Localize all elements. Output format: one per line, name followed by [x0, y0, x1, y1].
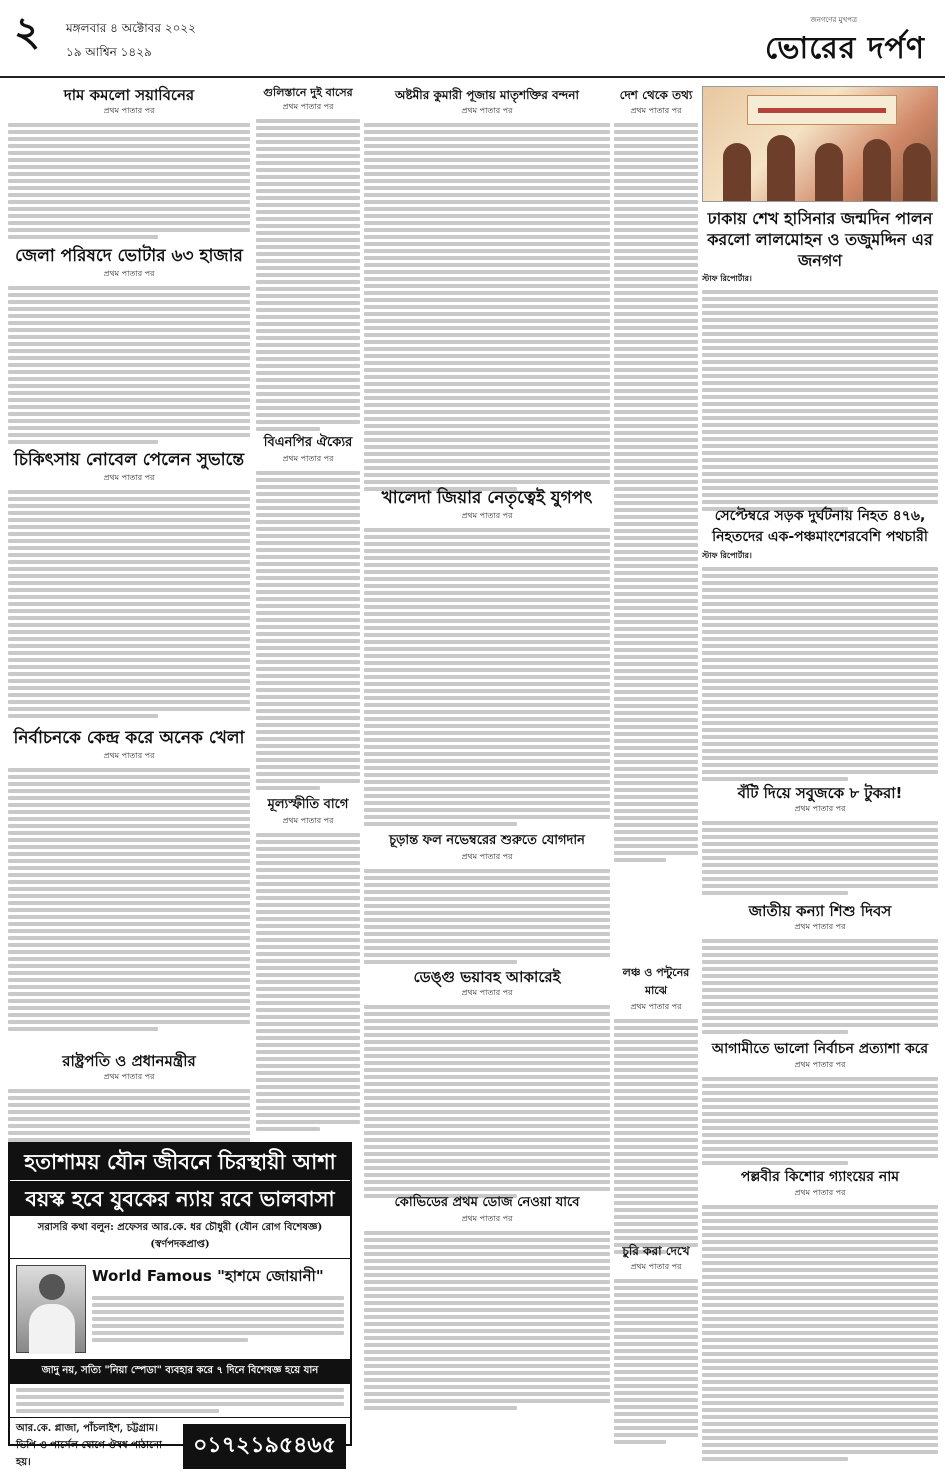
article — [364, 488, 610, 824]
article-body — [256, 831, 360, 1131]
article — [702, 506, 938, 776]
article-body — [364, 121, 610, 491]
ad-promo-bar: জাদু নয়, সত্যি "নিয়া স্পেডা" ব্যবহার করে ৭ দিনে বিশেষজ্ঞ হয়ে যান — [10, 1359, 350, 1384]
article-headline: চিকিৎসায় নোবেল পেলেন সুভান্তে — [13, 450, 245, 470]
article-headline: ডেঙ্গু ভয়াবহ আকারেই — [413, 968, 561, 986]
article-body — [256, 117, 360, 431]
photo-person — [863, 139, 891, 201]
article-headline: দাম কমলো সয়াবিনের — [63, 86, 195, 104]
article-headline: বঁটি দিয়ে সবুজকে ৮ টুকরা! — [737, 784, 903, 802]
article-headline: সেপ্টেম্বরে সড়ক দুর্ঘটনায় নিহত ৪৭৬, নিহতদের এক-পঞ্চমাংশেরবেশি পথচারী — [712, 508, 928, 545]
article-headline: লঞ্চ ও পন্টুনের মাঝে — [622, 966, 690, 997]
article-body — [364, 867, 610, 964]
continued-label: প্রথম পাতার পর — [630, 106, 682, 115]
continued-label: প্রথম পাতার পর — [282, 454, 334, 463]
article — [364, 86, 610, 480]
continued-label: প্রথম পাতার পর — [461, 852, 513, 861]
date-bangla: ১৯ আশ্বিন ১৪২৯ — [66, 45, 152, 59]
article-headline: অষ্টমীর কুমারী পূজায় মাতৃশক্তির বন্দনা — [395, 88, 579, 102]
article-body — [364, 1229, 610, 1410]
photo-person — [767, 135, 795, 201]
article-body — [614, 121, 698, 862]
article-body — [8, 284, 250, 444]
article — [614, 964, 698, 1234]
continued-label: প্রথম পাতার পর — [103, 751, 155, 760]
column-3 — [364, 86, 610, 1402]
article-body — [702, 288, 938, 511]
article-headline: খালেদা জিয়ার নেতৃত্বেই যুগপৎ — [381, 488, 593, 508]
continued-label: প্রথম পাতার পর — [103, 269, 155, 278]
article — [364, 1194, 610, 1394]
article — [8, 86, 250, 238]
column-2 — [256, 86, 360, 1136]
article — [702, 902, 938, 1032]
article — [702, 208, 938, 498]
article-headline: গুলিস্তানে দুই বাসের — [263, 86, 353, 99]
brand-tagline: জনগণের মুখপত্র — [810, 16, 857, 24]
masthead — [0, 0, 945, 78]
article-body — [364, 1003, 610, 1198]
article-headline: মূল্যস্ফীতি বাগে — [267, 797, 349, 812]
article-body — [8, 488, 250, 718]
ad-copy — [92, 1265, 344, 1353]
doctor-photo — [16, 1265, 86, 1353]
ad-description — [92, 1294, 344, 1342]
article-body — [702, 1203, 938, 1461]
article — [8, 246, 250, 442]
article — [702, 784, 938, 894]
article-headline: দেশ থেকে তথ্য — [619, 88, 693, 102]
article — [364, 968, 610, 1186]
ad-fine-print — [10, 1384, 350, 1417]
article-headline: ঢাকায় শেখ হাসিনার জন্মদিন পালন করলো লালমোহন ও তজুমদ্দিন এর জনগণ — [707, 209, 933, 270]
advertisement — [8, 1142, 352, 1468]
article — [702, 1168, 938, 1468]
article-headline: চুরি করা দেখে — [622, 1244, 690, 1258]
continued-label: প্রথম পাতার পর — [794, 1188, 846, 1197]
newspaper-logo: ভোরের দর্পণ — [765, 31, 925, 66]
continued-label: প্রথম পাতার পর — [630, 1002, 682, 1011]
page-number: ২ — [14, 8, 41, 55]
article-body — [702, 819, 938, 895]
article-headline: নির্বাচনকে কেন্দ্র করে অনেক খেলা — [13, 728, 245, 748]
photo-person — [815, 143, 843, 201]
article-headline: জেলা পরিষদে ভোটার ৬৩ হাজার — [15, 246, 243, 266]
article — [8, 728, 250, 1044]
column-4 — [614, 86, 698, 1446]
photo-person — [723, 143, 751, 201]
article — [256, 796, 360, 1136]
continued-label: প্রথম পাতার পর — [630, 1262, 682, 1271]
date-gregorian: মঙ্গলবার ৪ অক্টোবর ২০২২ — [66, 21, 196, 35]
article — [614, 86, 698, 956]
continued-label: প্রথম পাতার পর — [282, 816, 334, 825]
article — [364, 832, 610, 960]
article-body — [8, 121, 250, 239]
article — [614, 1242, 698, 1438]
continued-label: প্রথম পাতার পর — [794, 804, 846, 813]
article-body — [8, 766, 250, 1031]
ad-body — [10, 1259, 350, 1359]
article — [256, 434, 360, 788]
continued-label: প্রথম পাতার পর — [461, 511, 513, 520]
article-body — [614, 1277, 698, 1444]
continued-label: প্রথম পাতার পর — [461, 988, 513, 997]
article-body — [256, 469, 360, 790]
ad-footer — [10, 1417, 350, 1475]
ad-subline: সরাসরি কথা বলুন: প্রফেসর আর.কে. ধর চৌধুরী (যৌন রোগ বিশেষজ্ঞ) (স্বর্ণপদকপ্রাপ্ত) — [10, 1216, 350, 1259]
article-body — [364, 526, 610, 826]
ad-headline-2: বয়স্ক হবে যুবকের ন্যায় রবে ভালবাসা — [10, 1180, 350, 1216]
article-headline: বিএনপির ঐক্যের — [263, 435, 353, 450]
event-photo — [702, 86, 938, 202]
continued-label: প্রথম পাতার পর — [461, 1214, 513, 1223]
article-body — [702, 937, 938, 1034]
ad-phone-number: ০১৭২১৯৫৪৬৫ — [183, 1424, 346, 1469]
continued-label: প্রথম পাতার পর — [103, 106, 155, 115]
article-body — [702, 1075, 938, 1165]
ad-product-name: World Famous "হাশমে জোয়ানী" — [92, 1267, 324, 1285]
continued-label: প্রথম পাতার পর — [794, 1060, 846, 1069]
article-headline: জাতীয় কন্যা শিশু দিবস — [748, 902, 892, 920]
article-byline: স্টাফ রিপোর্টার। — [702, 551, 752, 560]
article — [256, 86, 360, 426]
article-body — [614, 1017, 698, 1254]
article-byline: স্টাফ রিপোর্টার। — [702, 274, 752, 283]
continued-label: প্রথম পাতার পর — [282, 102, 334, 111]
article-headline: চূড়ান্ত ফল নভেম্বরের শুরুতে যোগদান — [389, 833, 585, 848]
column-5 — [702, 86, 938, 1476]
ad-address: আর.কে. প্লাজা, পাঁচলাইশ, চট্টগ্রাম। ভিপি ও পার্সেল যোগে ঔষধ পাঠানো হয়। — [16, 1423, 162, 1468]
article-headline: পল্লবীর কিশোর গ্যাংয়ের নাম — [740, 1169, 900, 1185]
article-headline: আগামীতে ভালো নির্বাচন প্রত্যাশা করে — [711, 1041, 929, 1057]
photo-banner — [747, 95, 897, 125]
article — [702, 1040, 938, 1160]
photo-person — [903, 143, 931, 201]
continued-label: প্রথম পাতার পর — [103, 473, 155, 482]
continued-label: প্রথম পাতার পর — [461, 106, 513, 115]
article-headline: রাষ্ট্রপতি ও প্রধানমন্ত্রীর — [62, 1052, 196, 1070]
continued-label: প্রথম পাতার পর — [103, 1072, 155, 1081]
continued-label: প্রথম পাতার পর — [794, 922, 846, 931]
column-1 — [8, 86, 250, 1168]
ad-headline: হতাশাময় যৌন জীবনে চিরস্থায়ী আশা — [10, 1144, 350, 1180]
article-body — [702, 565, 938, 781]
article — [8, 450, 250, 720]
article-headline: কোভিডের প্রথম ডোজ নেওয়া যাবে — [394, 1195, 580, 1210]
